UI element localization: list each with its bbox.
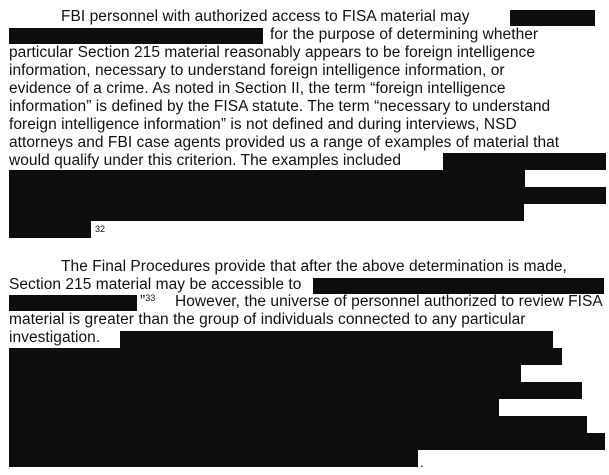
paragraph1-line-7: foreign intelligence information” is not defined and during interviews, NSD [9, 116, 517, 133]
paragraph1-line-6: information” is defined by the FISA statute. The term “necessary to understand [9, 98, 551, 115]
redaction-block [510, 10, 595, 26]
paragraph1-line-8: attorneys and FBI case agents provided us a range of examples of material that [9, 134, 560, 151]
paragraph1-line-2: for the purpose of determining whether [270, 26, 539, 43]
redaction-block [9, 221, 91, 238]
paragraph2-line-3: However, the universe of personnel authorized to review FISA [175, 293, 603, 310]
footnote-ref-32: 32 [95, 224, 106, 234]
redaction-block [313, 278, 604, 294]
paragraph2-line-5: investigation. [9, 329, 101, 346]
paragraph1-line-4: information, necessary to understand foreign intelligence information, or [9, 62, 505, 79]
paragraph1-line-3: particular Section 215 material reasonably appears to be foreign intelligence [9, 44, 535, 61]
paragraph1-line-5: evidence of a crime. As noted in Section II, the term “foreign intelligence [9, 80, 506, 97]
paragraph2-line-4: material is greater than the group of individuals connected to any particular [9, 311, 526, 328]
redaction-block [443, 153, 606, 170]
redaction-block [9, 204, 524, 221]
paragraph2-line-2: Section 215 material may be accessible to [9, 276, 302, 293]
redaction-block [9, 399, 499, 416]
redaction-block [9, 348, 562, 365]
closing-quote: ” [140, 293, 146, 310]
redaction-block [9, 433, 605, 450]
redaction-block [120, 331, 553, 348]
redaction-block [9, 365, 521, 382]
redaction-block [9, 28, 263, 44]
paragraph2-line-1: The Final Procedures provide that after the above determination is made, [61, 258, 567, 275]
paragraph2-line-3-start [140, 293, 155, 311]
paragraph1-line-1: FBI personnel with authorized access to FISA material may [61, 8, 470, 25]
redaction-block [9, 170, 525, 187]
redaction-block [9, 450, 418, 467]
redaction-block [9, 416, 587, 433]
redaction-block [9, 382, 582, 399]
sentence-end-period: . [420, 454, 424, 470]
redaction-block [9, 295, 137, 311]
paragraph1-line-9: would qualify under this criterion. The examples included [9, 152, 401, 169]
redaction-block [9, 187, 606, 204]
footnote-ref-33: 33 [145, 293, 156, 303]
